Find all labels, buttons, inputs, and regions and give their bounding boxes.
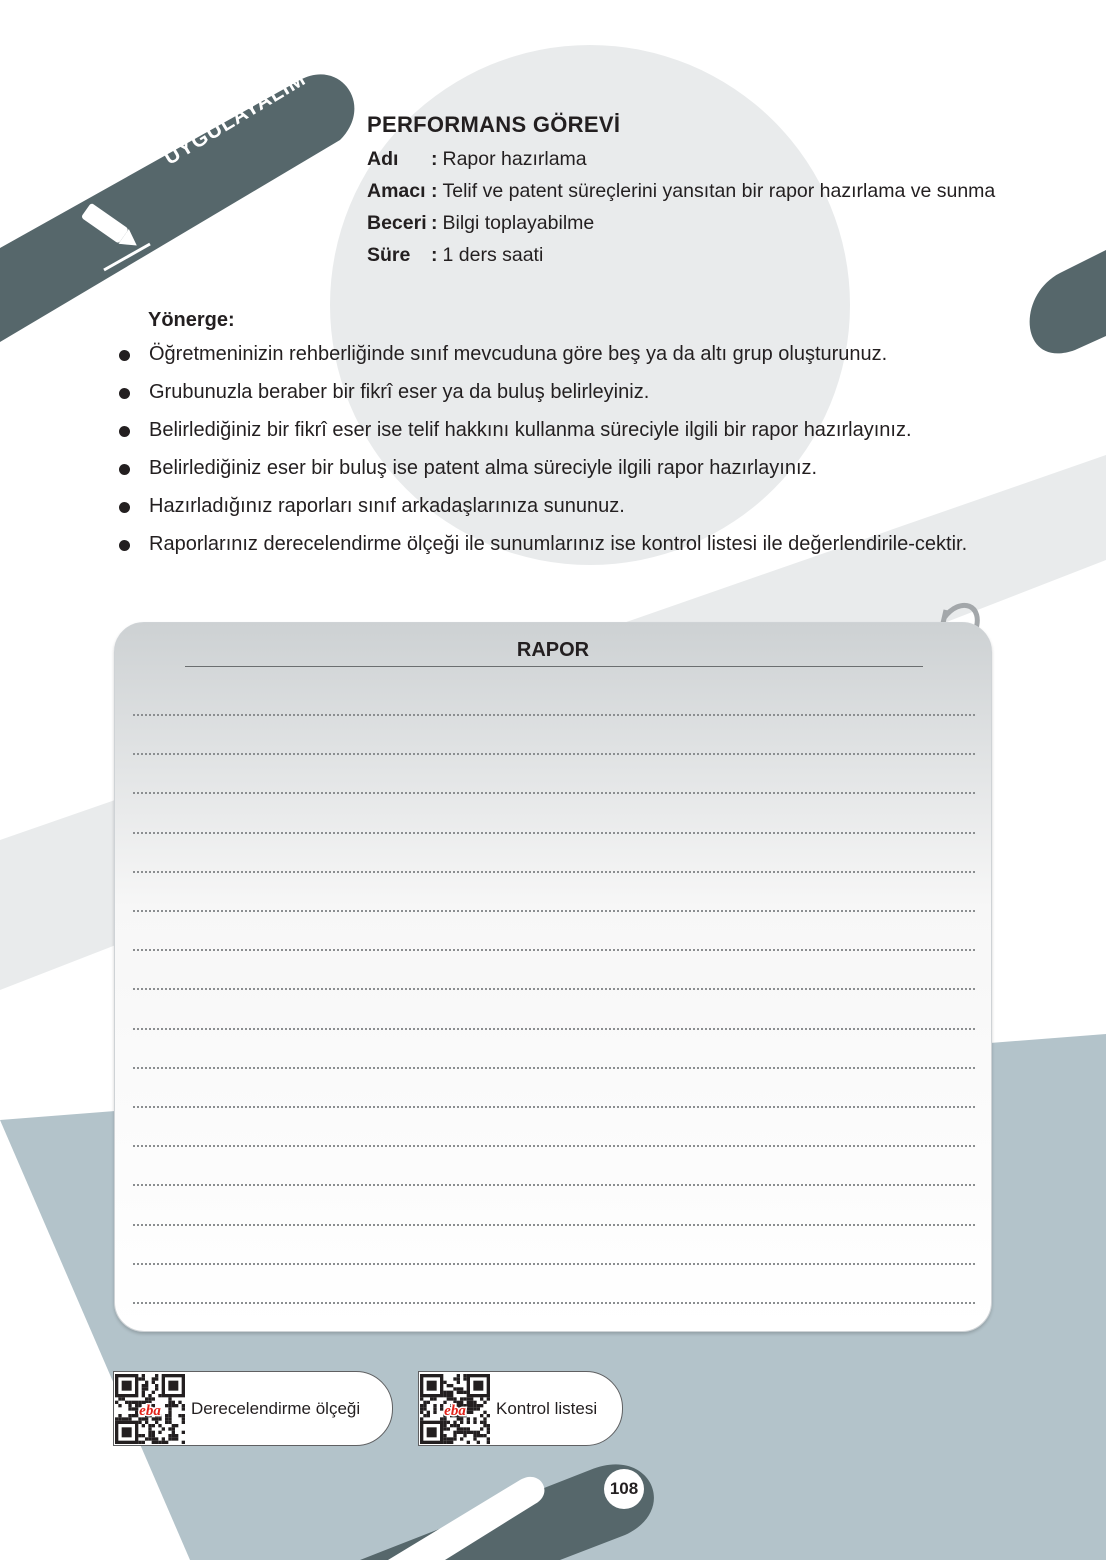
report-title-rule xyxy=(185,666,923,667)
qr-link-label: Kontrol listesi xyxy=(496,1398,598,1418)
task-title: PERFORMANS GÖREVİ xyxy=(367,112,621,137)
task-field-skill: Beceri : Bilgi toplayabilme xyxy=(367,210,1017,236)
writing-line xyxy=(133,988,975,990)
list-item: Raporlarınız derecelendirme ölçeği ile sunumlarınız ise kontrol listesi ile değerlendirile-cektir. xyxy=(118,532,998,557)
writing-line xyxy=(133,1106,975,1108)
writing-line xyxy=(133,792,975,794)
writing-line xyxy=(133,871,975,873)
qr-link-rating-scale[interactable] xyxy=(113,1371,393,1446)
task-info xyxy=(367,112,1017,274)
writing-line xyxy=(133,1145,975,1147)
directive-list xyxy=(118,342,998,570)
writing-line xyxy=(133,1028,975,1030)
writing-line xyxy=(133,1263,975,1265)
list-item: Hazırladığınız raporları sınıf arkadaşlarınıza sununuz. xyxy=(118,494,998,519)
writing-line xyxy=(133,1224,975,1226)
task-field-value: Bilgi toplayabilme xyxy=(442,212,595,234)
task-field-purpose: Amacı : Telif ve patent süreçlerini yansıtan bir rapor hazırlama ve sunma xyxy=(367,178,1017,204)
report-box xyxy=(114,622,992,1332)
eba-logo: eba xyxy=(444,1402,466,1419)
banner-label: UYGULAYALIM xyxy=(160,67,310,170)
writing-line xyxy=(133,1302,975,1304)
list-item: Belirlediğiniz bir fikrî eser ise telif hakkını kullanma süreciyle ilgili bir rapor hazırlayınız. xyxy=(118,418,998,443)
eba-logo: eba xyxy=(139,1402,161,1419)
list-item: Belirlediğiniz eser bir buluş ise patent alma süreciyle ilgili rapor hazırlayınız. xyxy=(118,456,998,481)
right-tab xyxy=(1030,250,1106,353)
task-field-name: Adı : Rapor hazırlama xyxy=(367,146,1017,172)
qr-code-icon xyxy=(115,1374,185,1444)
page-number: 108 xyxy=(604,1469,644,1509)
task-field-value: Telif ve patent süreçlerini yansıtan bir rapor hazırlama ve sunma xyxy=(442,180,996,202)
banner-band xyxy=(0,74,354,342)
qr-code-icon xyxy=(420,1374,490,1444)
writing-line xyxy=(133,1067,975,1069)
list-item: Öğretmeninizin rehberliğinde sınıf mevcuduna göre beş ya da altı grup oluşturunuz. xyxy=(118,342,998,367)
task-field-value: Rapor hazırlama xyxy=(442,148,587,170)
writing-line xyxy=(133,949,975,951)
writing-line xyxy=(133,1184,975,1186)
task-field-duration: Süre : 1 ders saati xyxy=(367,242,1017,268)
writing-line xyxy=(133,910,975,912)
task-field-value: 1 ders saati xyxy=(442,244,544,266)
qr-link-checklist[interactable] xyxy=(418,1371,623,1446)
qr-link-label: Derecelendirme ölçeği xyxy=(191,1398,361,1418)
report-title: RAPOR xyxy=(516,639,590,661)
writing-line xyxy=(133,714,975,716)
directive-title: Yönerge: xyxy=(148,309,235,331)
writing-line xyxy=(133,753,975,755)
list-item: Grubunuzla beraber bir fikrî eser ya da buluş belirleyiniz. xyxy=(118,380,998,405)
writing-line xyxy=(133,832,975,834)
